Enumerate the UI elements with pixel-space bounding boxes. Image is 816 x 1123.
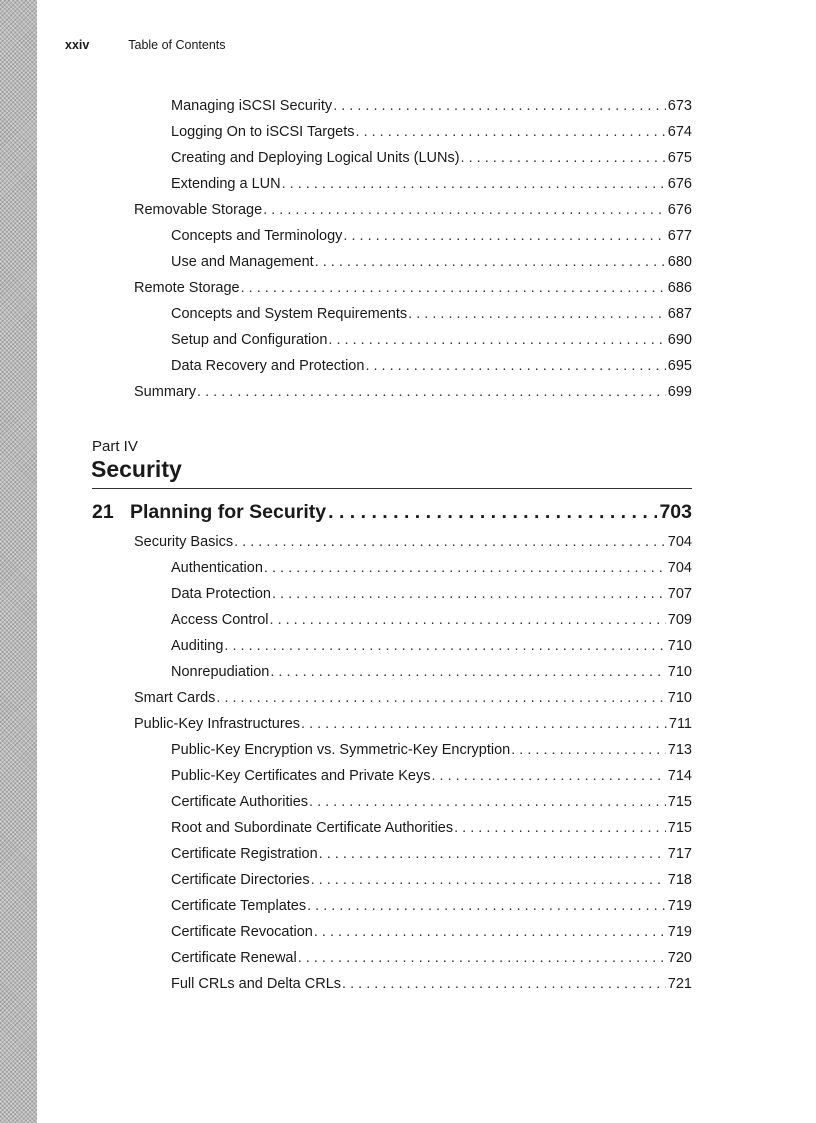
toc-entry-title: Certificate Renewal bbox=[171, 950, 297, 966]
toc-entry-page: 710 bbox=[667, 638, 692, 654]
leader-dots bbox=[197, 384, 666, 400]
leader-dots bbox=[270, 664, 665, 680]
chapter-entry[interactable] bbox=[92, 501, 692, 529]
leader-dots bbox=[343, 228, 665, 244]
toc-entry-title: Security Basics bbox=[134, 534, 234, 550]
toc-entry-title: Concepts and System Requirements bbox=[171, 306, 408, 322]
toc-entry-title: Concepts and Terminology bbox=[171, 228, 343, 244]
running-head-title: Table of Contents bbox=[128, 38, 226, 52]
toc-entry[interactable] bbox=[171, 742, 692, 764]
leader-dots bbox=[311, 872, 666, 888]
leader-dots bbox=[365, 358, 665, 374]
leader-dots bbox=[301, 716, 667, 732]
leader-dots bbox=[454, 820, 666, 836]
toc-entry-title: Logging On to iSCSI Targets bbox=[171, 124, 355, 140]
toc-entry-page: 709 bbox=[667, 612, 692, 628]
toc-entry[interactable] bbox=[171, 228, 692, 250]
toc-entry[interactable] bbox=[171, 976, 692, 998]
part-label: Part IV bbox=[92, 438, 138, 455]
toc-entry-title: Managing iSCSI Security bbox=[171, 98, 333, 114]
toc-entry-page: 714 bbox=[667, 768, 692, 784]
toc-entry[interactable] bbox=[171, 306, 692, 328]
toc-entry-page: 710 bbox=[667, 690, 692, 706]
toc-entry-page: 687 bbox=[667, 306, 692, 322]
toc-entry[interactable] bbox=[134, 202, 692, 224]
toc-entry-page: 677 bbox=[667, 228, 692, 244]
page-folio: xxiv bbox=[65, 38, 90, 52]
leader-dots bbox=[342, 976, 666, 992]
leader-dots bbox=[298, 950, 666, 966]
leader-dots bbox=[264, 560, 666, 576]
toc-entry[interactable] bbox=[171, 950, 692, 972]
leader-dots bbox=[241, 280, 666, 296]
toc-entry-title: Use and Management bbox=[171, 254, 314, 270]
toc-entry-page: 707 bbox=[667, 586, 692, 602]
toc-entry-page: 715 bbox=[667, 820, 692, 836]
leader-dots bbox=[282, 176, 666, 192]
toc-entry-page: 704 bbox=[667, 534, 692, 550]
chapter-page: 703 bbox=[659, 501, 692, 523]
leader-dots bbox=[270, 612, 666, 628]
toc-entry[interactable] bbox=[134, 716, 692, 738]
toc-entry[interactable] bbox=[171, 98, 692, 120]
toc-entry[interactable] bbox=[171, 794, 692, 816]
toc-entry-title: Creating and Deploying Logical Units (LUNs) bbox=[171, 150, 460, 166]
toc-entry[interactable] bbox=[134, 280, 692, 302]
toc-entry-page: 710 bbox=[667, 664, 692, 680]
toc-entry[interactable] bbox=[171, 254, 692, 276]
leader-dots bbox=[319, 846, 666, 862]
toc-entry[interactable] bbox=[134, 690, 692, 712]
toc-entry[interactable] bbox=[171, 332, 692, 354]
toc-entry-title: Remote Storage bbox=[134, 280, 240, 296]
toc-entry-page: 695 bbox=[667, 358, 692, 374]
toc-entry-title: Data Protection bbox=[171, 586, 271, 602]
leader-dots bbox=[216, 690, 665, 706]
leader-dots bbox=[511, 742, 666, 758]
toc-entry[interactable] bbox=[171, 124, 692, 146]
toc-entry-page: 717 bbox=[667, 846, 692, 862]
toc-entry-title: Removable Storage bbox=[134, 202, 263, 218]
leader-dots bbox=[432, 768, 666, 784]
leader-dots bbox=[309, 794, 666, 810]
toc-entry-page: 713 bbox=[667, 742, 692, 758]
toc-entry-page: 673 bbox=[667, 98, 692, 114]
leader-dots bbox=[314, 924, 666, 940]
toc-entry-title: Auditing bbox=[171, 638, 224, 654]
toc-entry-title: Public-Key Certificates and Private Keys bbox=[171, 768, 431, 784]
toc-entry[interactable] bbox=[134, 384, 692, 406]
toc-entry-page: 718 bbox=[667, 872, 692, 888]
toc-entry-title: Public-Key Encryption vs. Symmetric-Key Encryption bbox=[171, 742, 511, 758]
toc-entry-title: Certificate Authorities bbox=[171, 794, 309, 810]
toc-entry-title: Setup and Configuration bbox=[171, 332, 328, 348]
toc-entry-title: Nonrepudiation bbox=[171, 664, 270, 680]
toc-entry-page: 674 bbox=[667, 124, 692, 140]
toc-entry[interactable] bbox=[171, 176, 692, 198]
toc-entry[interactable] bbox=[171, 358, 692, 380]
part-divider bbox=[92, 488, 692, 489]
toc-entry[interactable] bbox=[171, 924, 692, 946]
toc-entry[interactable] bbox=[171, 586, 692, 608]
leader-dots bbox=[307, 898, 666, 914]
toc-entry-page: 719 bbox=[667, 898, 692, 914]
toc-entry-page: 680 bbox=[667, 254, 692, 270]
running-head bbox=[65, 38, 226, 52]
leader-dots bbox=[272, 586, 666, 602]
toc-entry[interactable] bbox=[171, 664, 692, 686]
leader-dots bbox=[408, 306, 666, 322]
toc-entry-page: 676 bbox=[667, 202, 692, 218]
toc-entry-title: Summary bbox=[134, 384, 197, 400]
toc-entry-title: Data Recovery and Protection bbox=[171, 358, 365, 374]
toc-entry-title: Extending a LUN bbox=[171, 176, 281, 192]
toc-entry[interactable] bbox=[171, 820, 692, 842]
toc-entry[interactable] bbox=[134, 534, 692, 556]
toc-entry-page: 699 bbox=[667, 384, 692, 400]
leader-dots bbox=[234, 534, 666, 550]
toc-entry-page: 686 bbox=[667, 280, 692, 296]
leader-dots bbox=[461, 150, 666, 166]
toc-entry-title: Public-Key Infrastructures bbox=[134, 716, 301, 732]
chapter-title: Planning for Security bbox=[130, 501, 327, 523]
toc-entry[interactable] bbox=[171, 768, 692, 790]
toc-entry-title: Access Control bbox=[171, 612, 269, 628]
part-title: Security bbox=[91, 456, 182, 482]
page-edge-shading bbox=[0, 0, 37, 1123]
toc-entry-page: 704 bbox=[667, 560, 692, 576]
toc-entry-title: Authentication bbox=[171, 560, 263, 576]
toc-entry[interactable] bbox=[171, 560, 692, 582]
toc-entry[interactable] bbox=[171, 638, 692, 660]
toc-entry-title: Smart Cards bbox=[134, 690, 216, 706]
chapter-number: 21 bbox=[92, 501, 114, 523]
leader-dots bbox=[356, 124, 666, 140]
toc-entry-title: Certificate Revocation bbox=[171, 924, 313, 940]
toc-entry[interactable] bbox=[171, 898, 692, 920]
toc-entry-title: Full CRLs and Delta CRLs bbox=[171, 976, 342, 992]
leader-dots bbox=[263, 202, 666, 218]
toc-entry-page: 676 bbox=[667, 176, 692, 192]
toc-entry[interactable] bbox=[171, 872, 692, 894]
toc-entry-page: 711 bbox=[668, 716, 692, 732]
leader-dots bbox=[328, 332, 665, 348]
leader-dots bbox=[224, 638, 665, 654]
toc-entry-title: Certificate Directories bbox=[171, 872, 310, 888]
toc-entry-page: 721 bbox=[667, 976, 692, 992]
leader-dots bbox=[328, 501, 657, 524]
toc-entry[interactable] bbox=[171, 150, 692, 172]
toc-entry[interactable] bbox=[171, 612, 692, 634]
toc-entry-page: 715 bbox=[667, 794, 692, 810]
toc-entry-page: 720 bbox=[667, 950, 692, 966]
toc-entry-page: 719 bbox=[667, 924, 692, 940]
toc-entry-title: Root and Subordinate Certificate Authorities bbox=[171, 820, 454, 836]
leader-dots bbox=[315, 254, 666, 270]
toc-entry-title: Certificate Registration bbox=[171, 846, 318, 862]
toc-entry-title: Certificate Templates bbox=[171, 898, 307, 914]
toc-entry-page: 675 bbox=[667, 150, 692, 166]
toc-entry-page: 690 bbox=[667, 332, 692, 348]
leader-dots bbox=[333, 98, 666, 114]
toc-entry[interactable] bbox=[171, 846, 692, 868]
